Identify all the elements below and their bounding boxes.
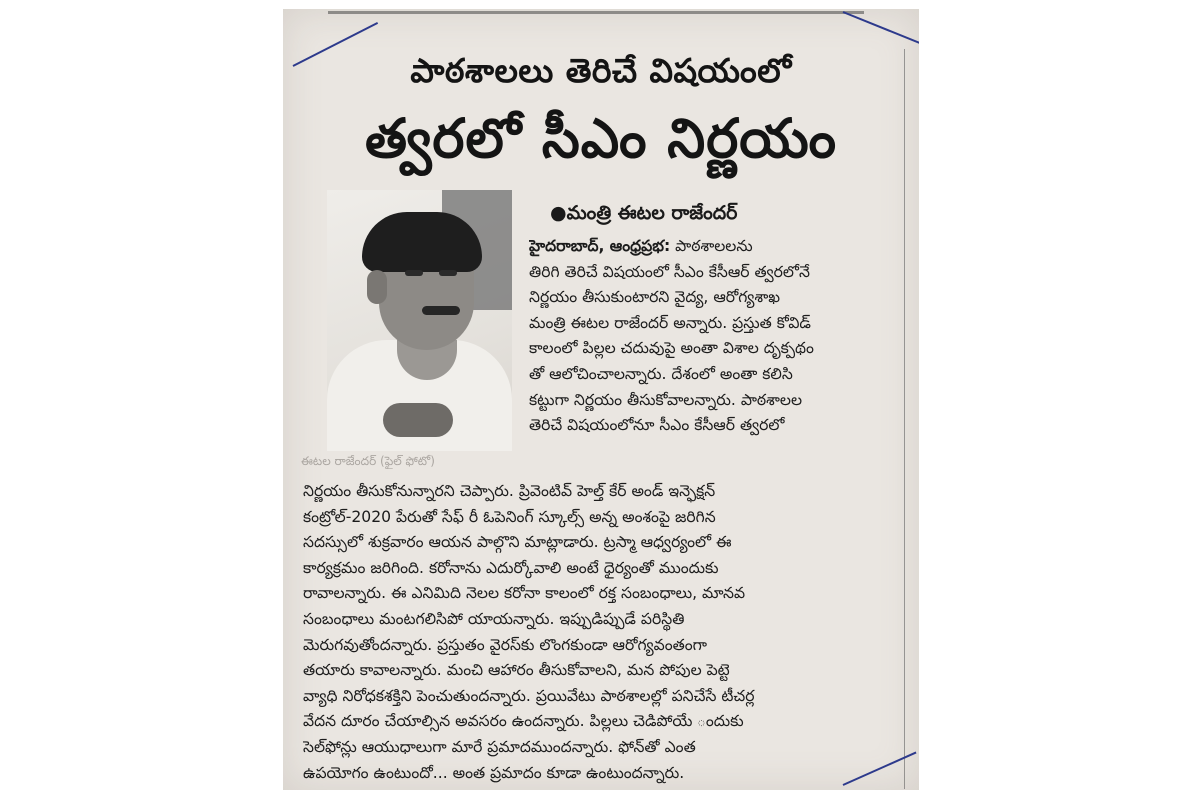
body-line: కంట్రోల్-2020 పేరుతో సేఫ్ రీ ఓపెనింగ్ స్కూల్స్ అన్న అంశంపై జరిగిన [303,507,716,526]
article-body-right-column [529,234,876,439]
body-line: ఉపయోగం ఉంటుందో... అంత ప్రమాదం కూడా ఉంటుందన్నారు. [303,763,685,782]
body-line: నిర్ణయం తీసుకోనున్నారని చెప్పారు. ప్రివెంటివ్ హెల్త్ కేర్ అండ్ ఇన్ఫెక్షన్ [303,482,716,500]
body-line: నిర్ణయం తీసుకుంటారని వైద్య, ఆరోగ్యశాఖ [529,288,780,307]
body-line: సదస్సులో శుక్రవారం ఆయన పాల్గొని మాట్లాడారు. ట్రస్మా ఆధ్వర్యంలో ఈ [303,533,732,552]
body-line: హైదరాబాద్, ఆంధ్రప్రభ: పాఠశాలలను [529,237,753,255]
headline-line-1: పాఠశాలలు తెరిచే విషయంలో [410,51,792,90]
body-line: వ్యాధి నిరోధకశక్తిని పెంచుతుందన్నారు. ప్రయివేటు పాఠశాలల్లో పనిచేసే టీచర్ల [303,686,755,705]
photo-caption: ఈటల రాజేందర్ (ఫైల్ ఫోటో) [301,454,435,468]
subheading: ●మంత్రి ఈటల రాజేందర్ [550,202,738,224]
body-line: మెరుగవుతోందన్నారు. ప్రస్తుతం వైరస్‌కు లొంగకుండా ఆరోగ్యవంతంగా [303,635,708,654]
body-line: రావాలన్నారు. ఈ ఎనిమిది నెలల కరోనా కాలంలో రక్త సంబంధాలు, మానవ [303,584,746,603]
body-line: సంబంధాలు మంటగలిసిపో యాయన్నారు. ఇప్పుడిప్పుడే పరిస్థితి [303,609,685,628]
top-rule [328,11,864,14]
pen-mark-top-right [843,11,919,45]
body-line: తిరిగి తెరిచే విషయంలో సీఎం కేసీఆర్ త్వరలోనే [529,262,810,281]
newspaper-clipping [283,9,919,790]
article-body-full-width [303,479,885,786]
body-line: కాలంలో పిల్లల చదువుపై అంతా విశాల దృక్పథం [529,339,814,358]
body-line: మంత్రి ఈటల రాజేందర్ అన్నారు. ప్రస్తుత కోవిడ్ [529,313,811,332]
body-line: తయారు కావాలన్నారు. మంచి ఆహారం తీసుకోవాలని, మన పోపుల పెట్టె [303,661,730,680]
body-line: కార్యక్రమం జరిగింది. కరోనాను ఎదుర్కోవాలి అంటే ధైర్యంతో ముందుకు [303,558,719,577]
headline-line-2: త్వరలో సీఎం నిర్ణయం [364,107,838,170]
dateline: హైదరాబాద్, ఆంధ్రప్రభ: [529,237,671,255]
body-line: తో ఆలోచించాలన్నారు. దేశంలో అంతా కలిసి [529,364,793,383]
body-line: వేదన దూరం చేయాల్సిన అవసరం ఉందన్నారు. పిల్లలు చెడిపోయే ందుకు [303,712,744,731]
body-line: తెరిచే విషయంలోనూ సీఎం కేసీఆర్ త్వరలో [529,416,785,435]
body-line: కట్టుగా నిర్ణయం తీసుకోవాలన్నారు. పాఠశాలల [529,390,803,409]
body-line: సెల్‌ఫోన్లు ఆయుధాలుగా మారే ప్రమాదముందన్నారు. ఫోన్‌తో ఎంత [303,737,696,756]
minister-photo [327,190,512,451]
